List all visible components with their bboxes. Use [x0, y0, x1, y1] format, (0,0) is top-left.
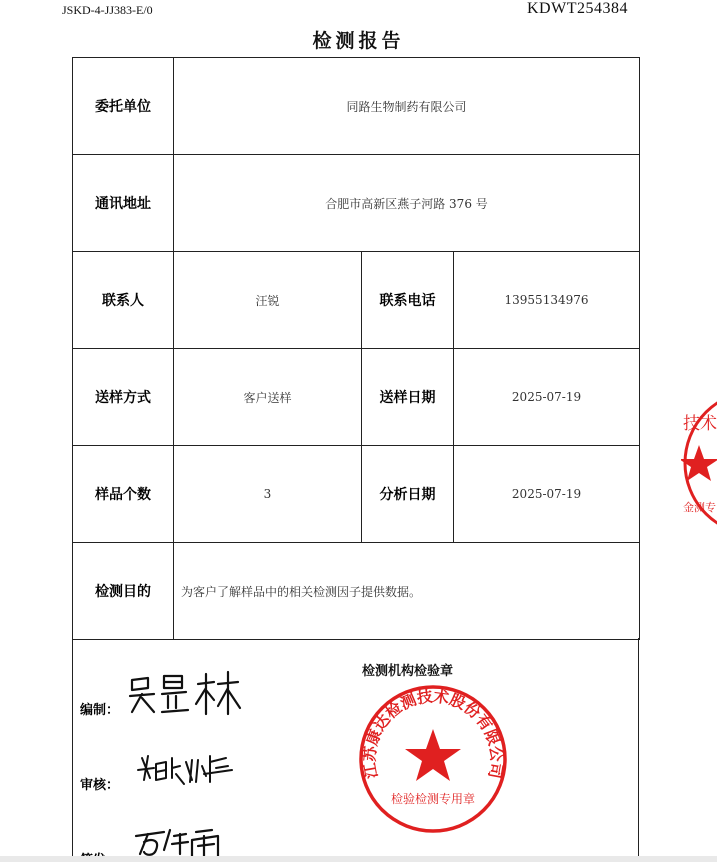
compiler-label: 编制： [80, 703, 120, 718]
address-value: 合肥市高新区燕子河路 376 号 [174, 155, 640, 252]
table-row [73, 543, 640, 640]
client-label: 委托单位 [73, 58, 174, 155]
delivery-date-value: 2025-07-19 [454, 349, 640, 446]
report-info-table [72, 57, 640, 640]
reviewer-signature [136, 748, 236, 788]
page-bottom-scrollbar[interactable] [0, 856, 717, 862]
address-label: 通讯地址 [73, 155, 174, 252]
star-icon [405, 729, 461, 781]
phone-label: 联系电话 [362, 252, 454, 349]
table-row [73, 349, 640, 446]
approver-signature [134, 824, 234, 860]
delivery-method-value: 客户送样 [174, 349, 362, 446]
contact-label: 联系人 [73, 252, 174, 349]
side-stamp-top-text: 技术 [683, 414, 717, 434]
table-row [73, 252, 640, 349]
report-number: KDWT254384 [527, 0, 628, 17]
contact-value: 汪锐 [174, 252, 362, 349]
analysis-date-label: 分析日期 [362, 446, 454, 543]
seal-title: 检测机构检验章 [362, 664, 454, 679]
side-stamp-bottom-text: 金测专 [683, 501, 716, 514]
table-row [73, 155, 640, 252]
table-row [73, 446, 640, 543]
purpose-label: 检测目的 [73, 543, 174, 640]
table-border-right [638, 638, 639, 862]
table-border-left [72, 638, 73, 862]
sample-count-value: 3 [174, 446, 362, 543]
compiler-signature [124, 670, 244, 720]
page-title: 检测报告 [312, 30, 405, 52]
side-stamp [681, 387, 717, 539]
seal-ring-text: 江苏康达检测技术股份有限公司 [360, 687, 506, 780]
document-code: JSKD-4-JJ383-E/0 [62, 3, 153, 17]
delivery-date-label: 送样日期 [362, 349, 454, 446]
inspection-seal [357, 683, 509, 835]
sample-count-label: 样品个数 [73, 446, 174, 543]
reviewer-label: 审核： [80, 778, 120, 793]
delivery-method-label: 送样方式 [73, 349, 174, 446]
table-row [73, 58, 640, 155]
phone-value: 13955134976 [454, 252, 640, 349]
client-value: 同路生物制药有限公司 [174, 58, 640, 155]
purpose-value: 为客户了解样品中的相关检测因子提供数据。 [174, 543, 640, 640]
analysis-date-value: 2025-07-19 [454, 446, 640, 543]
seal-center-text: 检验检测专用章 [390, 792, 476, 806]
